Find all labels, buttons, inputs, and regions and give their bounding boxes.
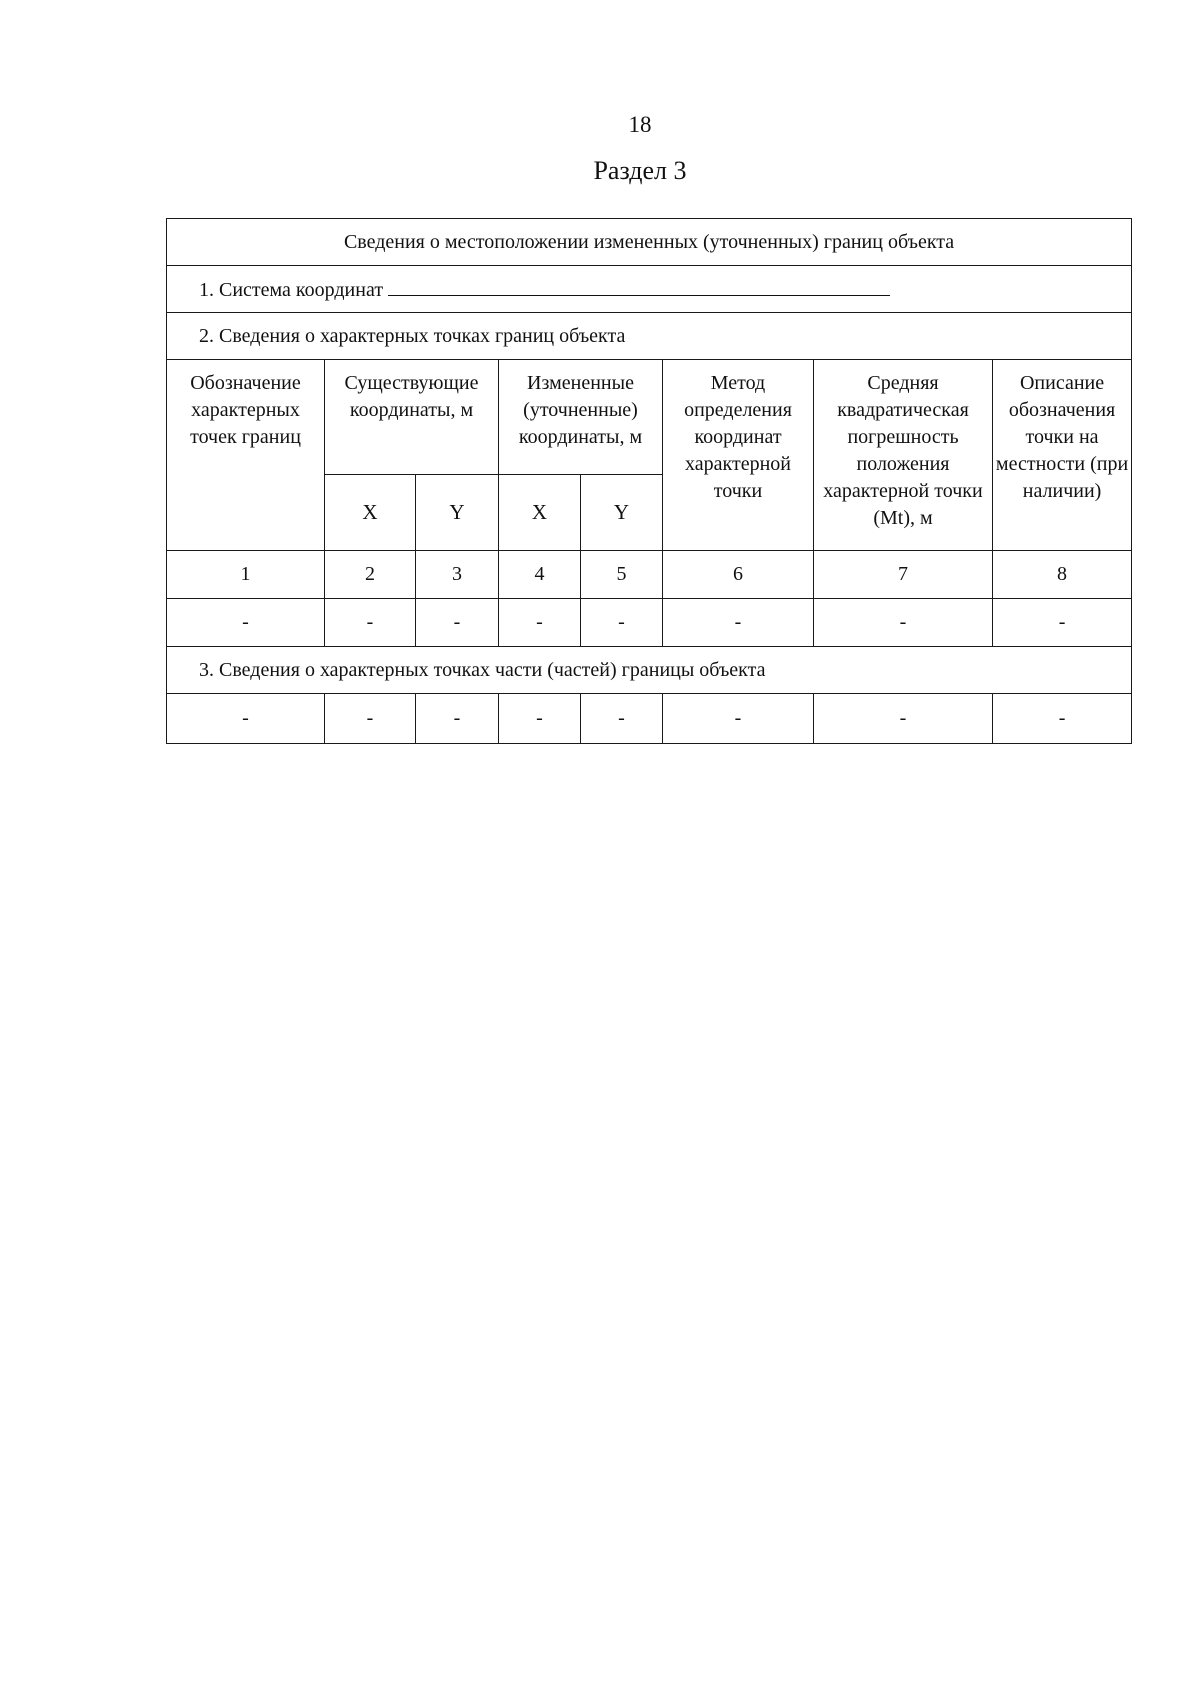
- table-cell: -: [814, 599, 993, 647]
- column-number: 7: [814, 551, 993, 599]
- header-changed-x: X: [499, 475, 581, 551]
- header-mean-square-error: Средняя квадратическая погрешность положения характерной точки (Mt), м: [814, 360, 993, 551]
- column-number: 6: [663, 551, 814, 599]
- coordinate-system-label: 1. Система координат: [199, 278, 384, 301]
- header-changed-coordinates: Измененные (уточненные) координаты, м: [499, 360, 663, 475]
- column-number: 3: [416, 551, 499, 599]
- table-cell: -: [663, 599, 814, 647]
- header-changed-y: Y: [581, 475, 663, 551]
- header-location-description: Описание обозначения точки на местности (при наличии): [993, 360, 1132, 551]
- boundary-points-table: [166, 218, 1132, 744]
- coordinate-system-blank-line: [388, 275, 890, 296]
- table-cell: -: [993, 599, 1132, 647]
- column-number: 2: [325, 551, 416, 599]
- column-number: 5: [581, 551, 663, 599]
- table-row: [167, 599, 1132, 647]
- table-cell: -: [167, 694, 325, 744]
- header-existing-x: X: [325, 475, 416, 551]
- table-cell: -: [167, 599, 325, 647]
- table-cell: -: [993, 694, 1132, 744]
- header-existing-coordinates: Существующие координаты, м: [325, 360, 499, 475]
- column-number: 8: [993, 551, 1132, 599]
- page-number: 18: [628, 112, 652, 137]
- table-cell: -: [416, 599, 499, 647]
- table-cell: -: [499, 599, 581, 647]
- table-cell: -: [325, 694, 416, 744]
- header-point-designation: Обозначение характерных точек границ: [167, 360, 325, 551]
- coordinate-system-row: [167, 266, 1132, 313]
- header-method: Метод определения координат характерной точки: [663, 360, 814, 551]
- table-cell: -: [814, 694, 993, 744]
- column-number: 1: [167, 551, 325, 599]
- table-cell: -: [581, 599, 663, 647]
- column-number: 4: [499, 551, 581, 599]
- column-numbers-row: [167, 551, 1132, 599]
- section-title: Раздел 3: [593, 156, 687, 185]
- header-existing-y: Y: [416, 475, 499, 551]
- table-cell: -: [663, 694, 814, 744]
- boundary-points-section-label: 2. Сведения о характерных точках границ объекта: [167, 313, 1132, 360]
- table-cell: -: [499, 694, 581, 744]
- table-title: Сведения о местоположении измененных (уточненных) границ объекта: [167, 219, 1132, 266]
- table-cell: -: [416, 694, 499, 744]
- table-cell: -: [325, 599, 416, 647]
- table-row: [167, 694, 1132, 744]
- table-cell: -: [581, 694, 663, 744]
- boundary-part-points-section-label: 3. Сведения о характерных точках части (частей) границы объекта: [167, 647, 1132, 694]
